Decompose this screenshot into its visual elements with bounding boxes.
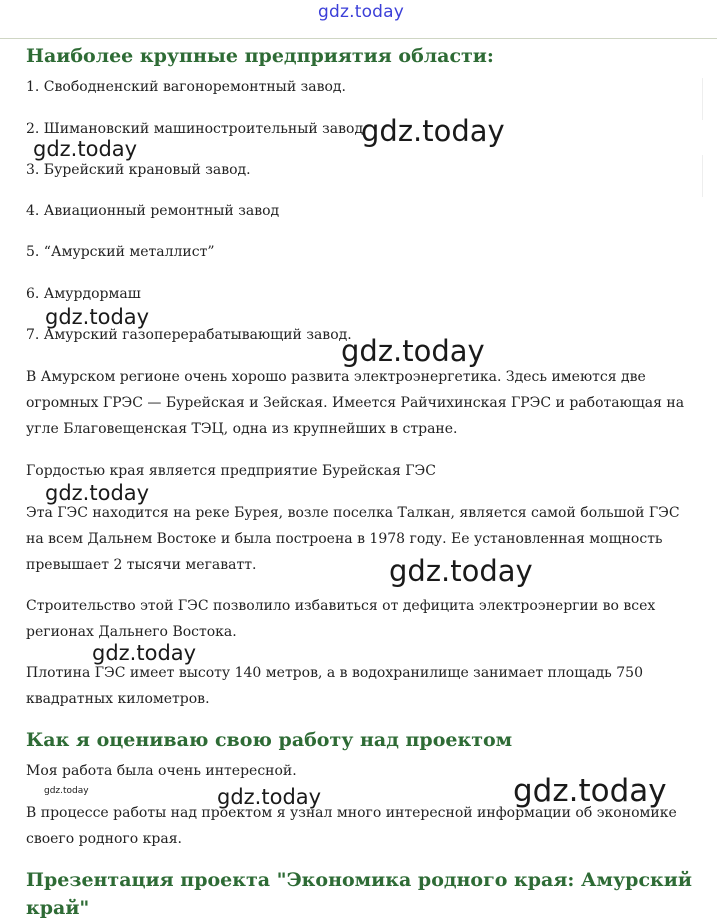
watermark: gdz.today (341, 334, 485, 368)
paragraph-pride: Гордостью края является предприятие Бурейская ГЭС (26, 463, 436, 479)
list-item: 4. Авиационный ремонтный завод (26, 203, 280, 219)
side-scroll-indicator (702, 155, 717, 197)
list-item: 2. Шимановский машиностроительный завод (26, 121, 364, 137)
watermark: gdz.today (45, 305, 150, 329)
watermark: gdz.today (45, 481, 150, 505)
site-logo[interactable]: gdz.today (318, 2, 405, 22)
watermark: gdz.today (361, 114, 505, 148)
section-title-evaluation: Как я оцениваю свою работу над проектом (26, 729, 513, 751)
paragraph-dam: Плотина ГЭС имеет высоту 140 метров, а в водохранилище занимает площадь 750 квадратных километров. (26, 665, 643, 707)
section-title-enterprises: Наиболее крупные предприятия области: (26, 45, 494, 67)
watermark: gdz.today (92, 641, 197, 665)
side-scroll-indicator (702, 78, 717, 120)
list-item: 1. Свободненский вагоноремонтный завод. (26, 79, 346, 95)
list-item: 7. Амурский газоперерабатывающий завод. (26, 327, 352, 343)
watermark: gdz.today (33, 137, 138, 161)
watermark: gdz.today (513, 773, 667, 809)
paragraph-bureya: Эта ГЭС находится на реке Бурея, возле поселка Талкан, является самой большой ГЭС на всем Дальнем Востоке и была построена в 1978 году. Ее установленная мощность превышает 2 тысячи мегаватт. (26, 505, 680, 573)
article-content (26, 42, 696, 922)
paragraph-learned: В процессе работы над проектом я узнал много интересной информации об экономике своего родного края. (26, 805, 677, 847)
watermark: gdz.today (389, 554, 533, 588)
list-item: 6. Амурдормаш (26, 286, 141, 302)
list-item: 5. “Амурский металлист” (26, 244, 215, 260)
top-bar (0, 0, 717, 39)
section-title-presentation: Презентация проекта "Экономика родного края: Амурский край" (26, 869, 692, 919)
paragraph-energy: В Амурском регионе очень хорошо развита электроэнергетика. Здесь имеются две огромных ГРЭС — Бурейская и Зейская. Имеется Райчихинская ГРЭС и работающая на угле Благовещенская ТЭЦ, одна из крупнейших в стране. (26, 369, 685, 437)
watermark: gdz.today (217, 785, 322, 809)
watermark: gdz.today (44, 786, 89, 796)
paragraph-construction: Строительство этой ГЭС позволило избавиться от дефицита электроэнергии во всех регионах Дальнего Востока. (26, 598, 656, 640)
list-item: 3. Бурейский крановый завод. (26, 162, 251, 178)
paragraph-work: Моя работа была очень интересной. (26, 763, 297, 779)
